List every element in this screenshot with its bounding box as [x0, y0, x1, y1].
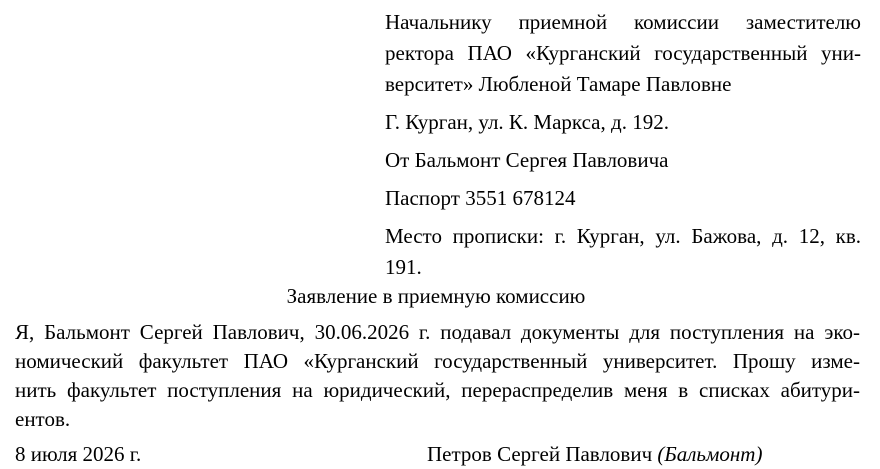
registration-line: 191.	[385, 255, 422, 279]
document-title: Заявление в приемную комиссию	[286, 284, 586, 308]
body-line: нить факультет поступления на юридический, перераспределив меня в списках абитури-	[15, 378, 860, 402]
address-line: Г. Курган, ул. К. Маркса, д. 192.	[385, 110, 669, 134]
registration-line: Место прописки: г. Курган, ул. Бажова, д. 12, кв.	[385, 224, 861, 248]
document-date: 8 июля 2026 г.	[15, 442, 142, 466]
passport-line: Паспорт 3551 678124	[385, 186, 576, 210]
recipient-line: верситет» Любленой Тамаре Павловне	[385, 72, 732, 96]
body-line: Я, Бальмонт Сергей Павлович, 30.06.2026 г. подавал документы для поступления на эко-	[15, 320, 860, 344]
applicant-registration	[385, 221, 861, 283]
body-line: номический факультет ПАО «Курганский государственный университет. Прошу изме-	[15, 349, 860, 373]
application-body	[15, 318, 860, 434]
signature-note: (Бальмонт)	[657, 442, 763, 466]
from-line: От Бальмонт Сергея Павловича	[385, 148, 669, 172]
recipient-address	[385, 107, 861, 138]
applicant-passport	[385, 183, 861, 214]
document-footer	[15, 439, 860, 469]
recipient	[385, 7, 861, 100]
recipient-line: ректора ПАО «Курганский государственный уни-	[385, 41, 861, 65]
body-line: ентов.	[15, 407, 71, 431]
applicant-from	[385, 145, 861, 176]
signature	[427, 439, 762, 469]
signature-name: Петров Сергей Павлович	[427, 442, 653, 466]
addressee-block	[385, 7, 861, 290]
recipient-line: Начальнику приемной комиссии заместителю	[385, 10, 861, 34]
